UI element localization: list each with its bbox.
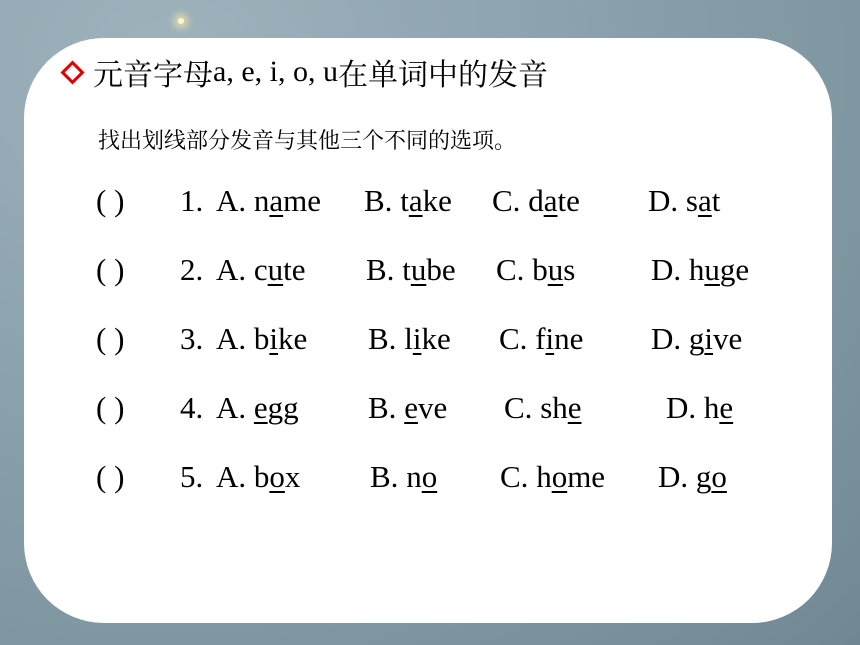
word-pre: n — [253, 183, 270, 218]
option-letter: B. — [368, 390, 397, 425]
option-letter: C. — [492, 183, 521, 218]
word-post: me — [567, 459, 606, 494]
option-letter: C. — [504, 390, 533, 425]
option-letter: D. — [651, 252, 682, 287]
answer-blank[interactable]: ( ) — [96, 459, 125, 494]
word-post: be — [426, 252, 456, 287]
word-pre: h — [688, 252, 705, 287]
underlined-vowel: o — [711, 459, 727, 494]
option-b — [368, 390, 447, 426]
option-b — [368, 321, 451, 357]
underlined-vowel: o — [269, 459, 285, 494]
underlined-vowel: i — [545, 321, 555, 356]
underlined-vowel: u — [704, 252, 720, 287]
option-letter: A. — [216, 321, 247, 356]
word-post: ke — [422, 183, 452, 218]
word-post: me — [283, 183, 322, 218]
option-d — [648, 183, 720, 219]
word-pre: g — [688, 321, 705, 356]
question-number: 3. — [180, 321, 204, 356]
underlined-vowel: e — [253, 390, 268, 425]
underlined-vowel: a — [408, 183, 423, 218]
word-post: ge — [719, 252, 750, 287]
word-post: x — [284, 459, 301, 494]
word-post: ne — [554, 321, 584, 356]
underlined-vowel: u — [410, 252, 427, 287]
option-letter: A. — [216, 183, 247, 218]
option-a — [216, 252, 306, 288]
word-pre: b — [253, 321, 270, 356]
option-a — [216, 183, 321, 219]
word-post: te — [557, 183, 580, 218]
option-letter: B. — [368, 321, 397, 356]
underlined-vowel: o — [551, 459, 568, 494]
instruction-text: 找出划线部分发音与其他三个不同的选项。 — [98, 129, 517, 154]
option-letter: D. — [666, 390, 697, 425]
option-b — [364, 183, 452, 219]
underlined-vowel: a — [697, 183, 712, 218]
heading-cn-suffix: 在单词中的发音 — [337, 58, 548, 93]
word-pre: b — [253, 459, 270, 494]
option-a — [216, 459, 300, 495]
word-pre: g — [695, 459, 712, 494]
word-pre: sh — [540, 390, 568, 425]
answer-blank[interactable]: ( ) — [96, 183, 125, 218]
option-d — [651, 252, 749, 288]
underlined-vowel: a — [543, 183, 558, 218]
word-pre: c — [253, 252, 268, 287]
option-letter: C. — [496, 252, 525, 287]
word-post: gg — [267, 390, 299, 425]
underlined-vowel: e — [719, 390, 734, 425]
option-letter: D. — [658, 459, 689, 494]
underlined-vowel: e — [567, 390, 582, 425]
section-heading — [64, 52, 548, 92]
underlined-vowel: u — [547, 252, 564, 287]
underlined-vowel: a — [269, 183, 284, 218]
option-letter: D. — [651, 321, 682, 356]
heading-vowel-letters: a, e, i, o, u — [213, 55, 338, 88]
word-pre: l — [404, 321, 413, 356]
answer-blank[interactable]: ( ) — [96, 390, 125, 425]
option-letter: C. — [500, 459, 529, 494]
option-c — [504, 390, 582, 426]
option-letter: B. — [370, 459, 399, 494]
heading-cn-prefix: 元音字母 — [93, 58, 213, 93]
option-b — [370, 459, 437, 495]
option-letter: A. — [216, 252, 247, 287]
underlined-vowel: i — [269, 321, 279, 356]
underlined-vowel: i — [704, 321, 714, 356]
question-number: 2. — [180, 252, 204, 287]
option-c — [500, 459, 605, 495]
question-number: 1. — [180, 183, 204, 218]
option-d — [666, 390, 733, 426]
word-pre: b — [532, 252, 548, 287]
word-post: s — [563, 252, 576, 287]
word-pre: h — [536, 459, 552, 494]
option-a — [216, 321, 307, 357]
underlined-vowel: i — [412, 321, 422, 356]
word-post: ve — [417, 390, 448, 425]
word-post: te — [283, 252, 306, 287]
option-d — [658, 459, 727, 495]
word-post: ke — [421, 321, 451, 356]
answer-blank[interactable]: ( ) — [96, 321, 125, 356]
option-letter: C. — [499, 321, 528, 356]
option-c — [492, 183, 580, 219]
option-letter: A. — [216, 390, 247, 425]
question-number: 5. — [180, 459, 204, 494]
option-b — [366, 252, 456, 288]
diamond-bullet-icon — [60, 60, 84, 84]
option-letter: B. — [366, 252, 395, 287]
word-pre: t — [402, 252, 411, 287]
word-post: ve — [713, 321, 743, 356]
word-pre: t — [400, 183, 409, 218]
word-pre: n — [406, 459, 422, 494]
option-letter: A. — [216, 459, 247, 494]
option-c — [496, 252, 575, 288]
option-letter: B. — [364, 183, 393, 218]
underlined-vowel: u — [267, 252, 284, 287]
answer-blank[interactable]: ( ) — [96, 252, 125, 287]
option-a — [216, 390, 299, 426]
sparkle-decoration — [178, 18, 184, 24]
word-post: ke — [278, 321, 308, 356]
option-letter: D. — [648, 183, 679, 218]
option-c — [499, 321, 583, 357]
word-pre: s — [685, 183, 698, 218]
word-post: t — [711, 183, 721, 218]
question-number: 4. — [180, 390, 204, 425]
underlined-vowel: e — [404, 390, 418, 425]
underlined-vowel: o — [421, 459, 438, 494]
word-pre: h — [703, 390, 720, 425]
word-pre: f — [535, 321, 546, 356]
option-d — [651, 321, 742, 357]
word-pre: d — [528, 183, 544, 218]
